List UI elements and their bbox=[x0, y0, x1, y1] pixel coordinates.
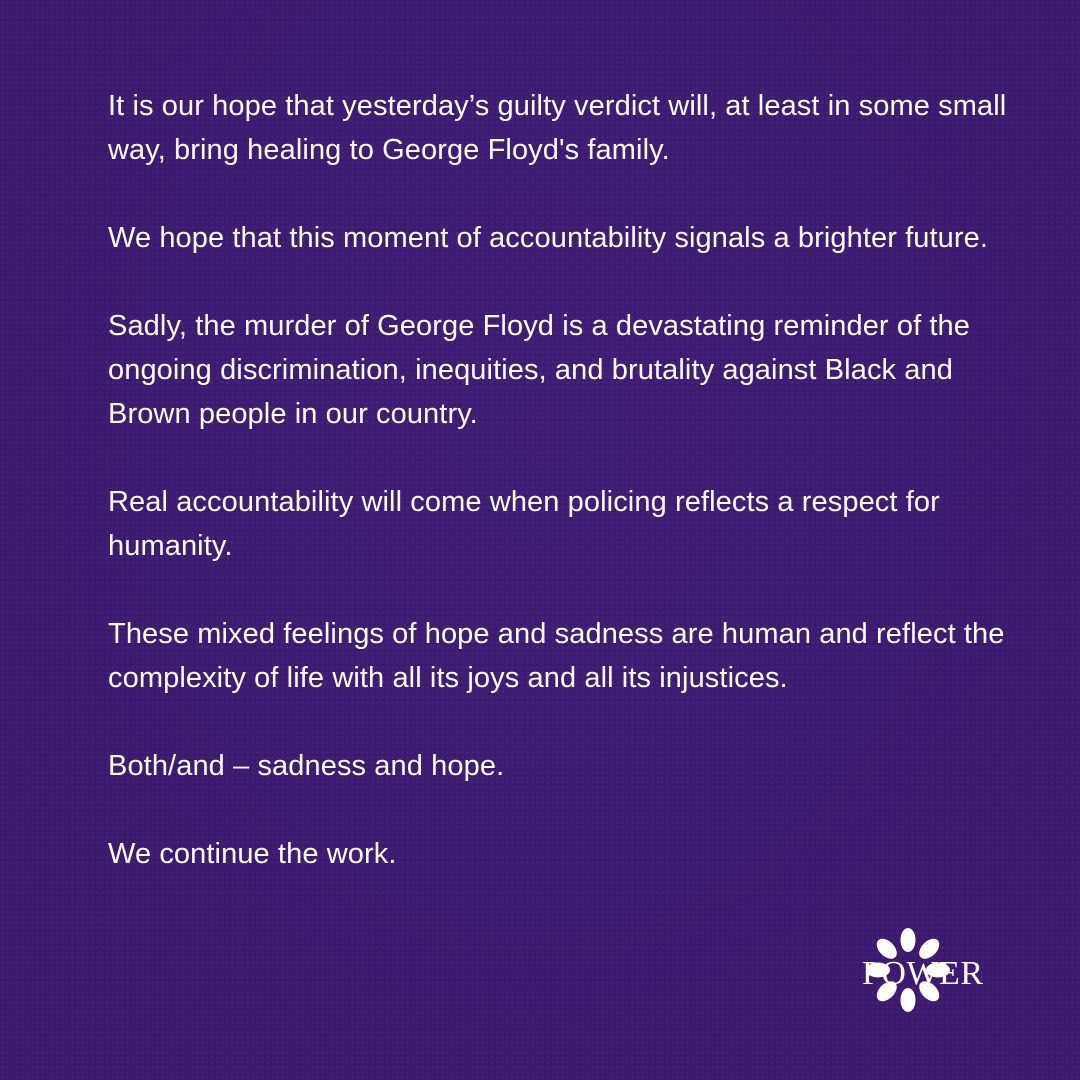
power-logo bbox=[856, 926, 1016, 1016]
paragraph-both-and: Both/and – sadness and hope. bbox=[108, 750, 505, 782]
paragraph-brighter-future: We hope that this moment of accountability signals a brighter future. bbox=[108, 222, 989, 254]
paragraph-mixed-feelings: These mixed feelings of hope and sadness are human and reflect the complexity of life with all its joys and all its injustices. bbox=[108, 618, 1005, 694]
paragraph-continue-work: We continue the work. bbox=[108, 838, 397, 870]
paragraph-real-accountability: Real accountability will come when policing reflects a respect for humanity. bbox=[108, 486, 940, 562]
paragraph-devastating-reminder: Sadly, the murder of George Floyd is a devastating reminder of the ongoing discrimination, inequities, and brutality against Black and Brown people in our country. bbox=[108, 310, 971, 430]
paragraph-verdict-hope: It is our hope that yesterday’s guilty verdict will, at least in some small way, bring healing to George Floyd's family. bbox=[108, 90, 1007, 166]
logo-wordmark: POWER bbox=[862, 955, 984, 992]
statement-text bbox=[108, 84, 1008, 920]
